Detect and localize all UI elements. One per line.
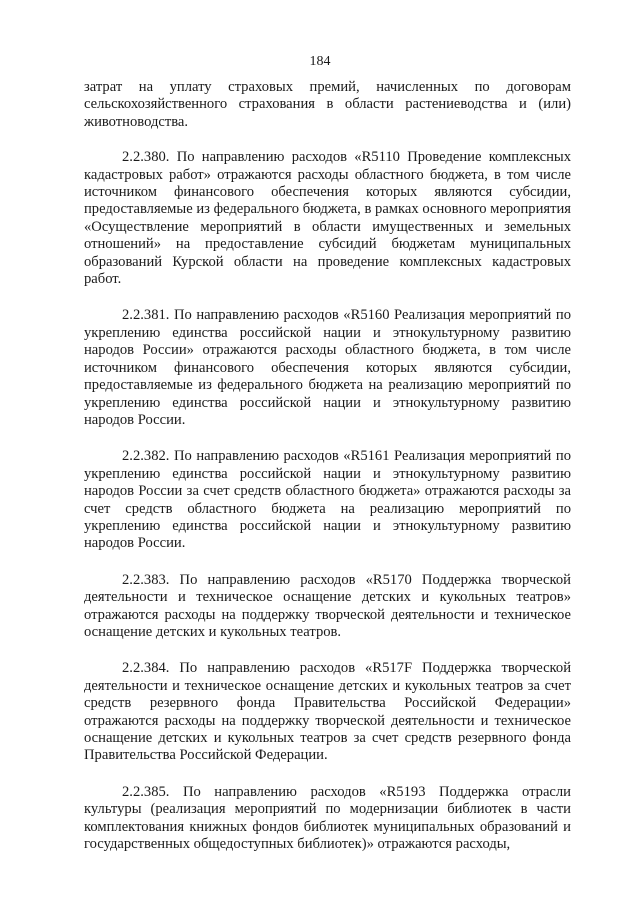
- paragraph-2-2-380: 2.2.380. По направлению расходов «R5110 Проведение комплексных кадастровых работ» отражаются расходы областного бюджета, в том числе источником финансового обеспечения которых являются субсидии, предоставляемые из федерального бюджета, в рамках основного мероприятия «Осуществление мероприятий в области имущественных и земельных отношений» на предоставление субсидий бюджетам муниципальных образований Курской области на проведение комплексных кадастровых работ.: [84, 149, 571, 288]
- paragraph-continuation: затрат на уплату страховых премий, начисленных по договорам сельскохозяйственного страхования в области растениеводства и (или) животноводства.: [84, 79, 571, 130]
- paragraph-2-2-381: 2.2.381. По направлению расходов «R5160 Реализация мероприятий по укреплению единства российской нации и этнокультурному развитию народов России» отражаются расходы областного бюджета, в том числе источником финансового обеспечения которых являются субсидии, предоставляемые из федерального бюджета на реализацию мероприятий по укреплению единства российской нации и этнокультурному развитию народов России.: [84, 307, 571, 428]
- page-number: 184: [309, 54, 331, 69]
- document-body: [84, 79, 571, 853]
- paragraph-2-2-383: 2.2.383. По направлению расходов «R5170 Поддержка творческой деятельности и техническое оснащение детских и кукольных театров» отражаются расходы на поддержку творческой деятельности и техническое оснащение детских и кукольных театров.: [84, 571, 571, 640]
- paragraph-2-2-385: 2.2.385. По направлению расходов «R5193 Поддержка отрасли культуры (реализация мероприятий по модернизации библиотек в части комплектования книжных фондов библиотек муниципальных образований и государственных общедоступных библиотек)» отражаются расходы,: [84, 783, 571, 853]
- paragraph-2-2-384: 2.2.384. По направлению расходов «R517F Поддержка творческой деятельности и техническое оснащение детских и кукольных театров за счет средств резервного фонда Правительства Российской Федерации» отражаются расходы на поддержку творческой деятельности и техническое оснащение детских и кукольных театров за счет средств резервного фонда Правительства Российской Федерации.: [84, 660, 571, 764]
- paragraph-2-2-382: 2.2.382. По направлению расходов «R5161 Реализация мероприятий по укреплению единства российской нации и этнокультурному развитию народов России за счет средств областного бюджета» отражаются расходы за счет средств областного бюджета на реализацию мероприятий по укреплению единства российской нации и этнокультурному развитию народов России.: [84, 448, 571, 552]
